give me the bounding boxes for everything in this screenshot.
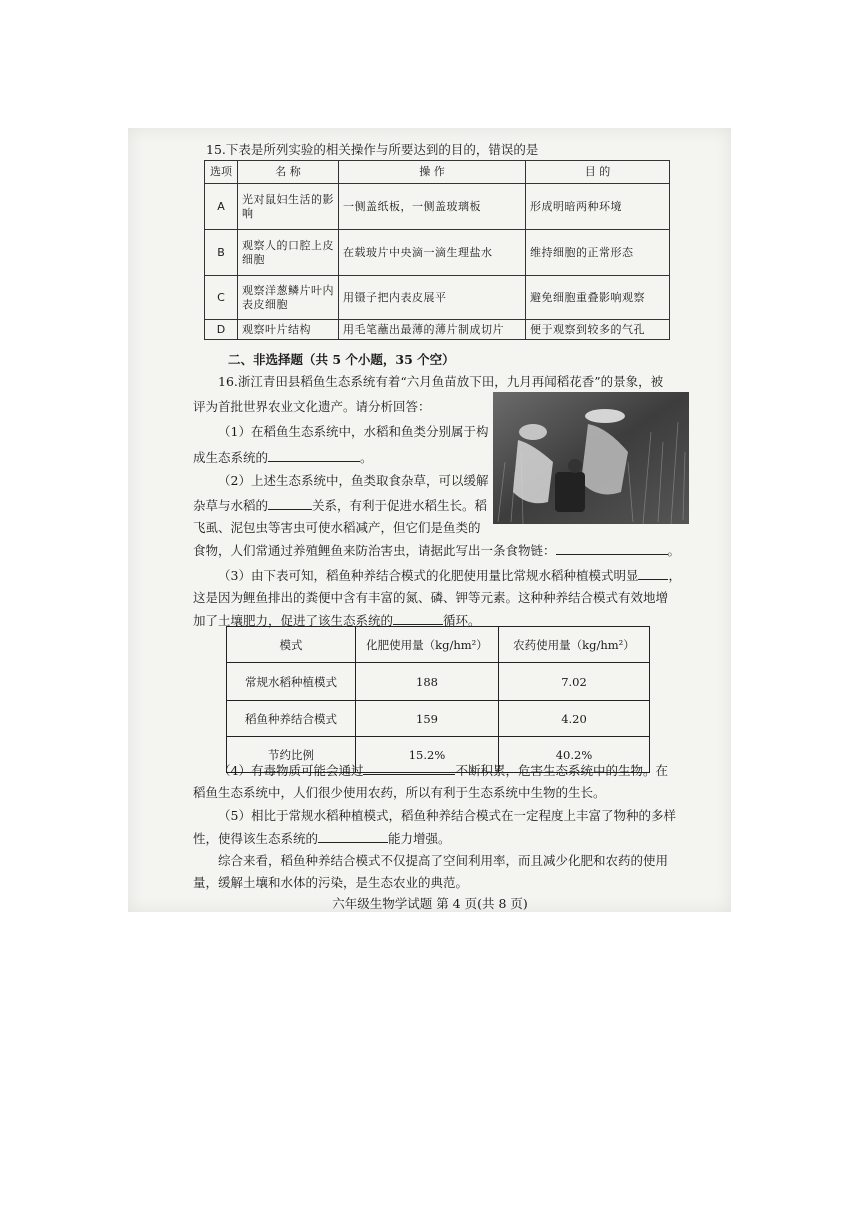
- q16-part2-line2: [193, 497, 487, 514]
- q15-option: D: [205, 320, 238, 340]
- q16-part5-line1: （5）相比于常规水稻种植模式，稻鱼种养结合模式在一定程度上丰富了物种的多样: [218, 808, 676, 823]
- q16-summary-line1: 综合来看，稻鱼种养结合模式不仅提高了空间利用率，而且减少化肥和农药的使用: [218, 853, 669, 868]
- q15-row-a: [205, 184, 670, 230]
- q16-intro-line1: 16.浙江青田县稻鱼生态系统有着“六月鱼苗放下田，九月再闻稻花香”的景象，被: [218, 374, 664, 389]
- answer-blank[interactable]: [638, 567, 668, 580]
- q15-header-operation: 操 作: [339, 161, 526, 184]
- q15-row-b: [205, 230, 670, 276]
- q15-option: C: [205, 276, 238, 320]
- q15-header-row: [205, 161, 670, 184]
- mode-cell: 节约比例: [227, 737, 356, 773]
- q15-option: B: [205, 230, 238, 276]
- q16-part4-line1: [218, 762, 668, 779]
- q15-name: 观察人的口腔上皮细胞: [238, 230, 339, 276]
- mode-cell: 稻鱼种养结合模式: [227, 701, 356, 737]
- period: 。: [360, 450, 373, 465]
- table-row: [227, 663, 650, 701]
- q16-part4-text-b: 不断积累，危害生态系统中的生物。在: [455, 763, 668, 778]
- q15-table: [204, 160, 670, 340]
- q15-goal: 便于观察到较多的气孔: [526, 320, 670, 340]
- header-pesticide: 农药使用量（kg/hm²）: [499, 627, 650, 663]
- answer-blank[interactable]: [268, 497, 312, 510]
- fertilizer-cell: 188: [356, 663, 499, 701]
- q15-row-c: [205, 276, 670, 320]
- fertilizer-cell: 159: [356, 701, 499, 737]
- q15-row-d: [205, 320, 670, 340]
- q16-part3-text-c: 循环。: [443, 613, 481, 628]
- q15-operation: 用镊子把内表皮展平: [339, 276, 526, 320]
- q16-part2-text-b: 关系，有利于促进水稻生长。稻: [312, 498, 488, 513]
- fertilizer-pesticide-table: [226, 626, 650, 773]
- pesticide-cell: 4.20: [499, 701, 650, 737]
- q15-operation: 一侧盖纸板，一侧盖玻璃板: [339, 184, 526, 230]
- q16-intro-line2: 评为首批世界农业文化遗产。请分析回答：: [193, 399, 431, 414]
- page-footer: 六年级生物学试题 第 4 页(共 8 页): [332, 896, 528, 911]
- pesticide-cell: 7.02: [499, 663, 650, 701]
- q16-part5-text-a: 性，使得该生态系统的: [193, 831, 319, 846]
- q15-goal: 维持细胞的正常形态: [526, 230, 670, 276]
- answer-blank[interactable]: [556, 542, 668, 555]
- q16-part2-text-c: 食物，人们常通过养殖鲤鱼来防治害虫，请据此写出一条食物链：: [193, 543, 556, 558]
- pesticide-cell: 40.2%: [499, 737, 650, 773]
- q16-part5-text-b: 能力增强。: [388, 831, 451, 846]
- q16-part1-line1: （1）在稻鱼生态系统中，水稻和鱼类分别属于构: [218, 424, 489, 439]
- q15-option: A: [205, 184, 238, 230]
- table-header-row: [227, 627, 650, 663]
- q15-goal: 避免细胞重叠影响观察: [526, 276, 670, 320]
- q16-part3-text-a: （3）由下表可知，稻鱼种养结合模式的化肥使用量比常规水稻种植模式明显: [218, 568, 639, 583]
- q16-part3-line1: [218, 567, 681, 584]
- fertilizer-cell: 15.2%: [356, 737, 499, 773]
- q15-name: 观察叶片结构: [238, 320, 339, 340]
- q15-header-name: 名 称: [238, 161, 339, 184]
- q16-part3-text-b: 加了土壤肥力，促进了该生态系统的: [193, 613, 394, 628]
- q15-header-option: 选项: [205, 161, 238, 184]
- q16-part2-line4: [193, 542, 680, 559]
- q16-part2-text-a: 杂草与水稻的: [193, 498, 269, 513]
- q16-part1-line2: [193, 449, 373, 466]
- q15-operation: 用毛笔蘸出最薄的薄片制成切片: [339, 320, 526, 340]
- answer-blank[interactable]: [393, 612, 443, 625]
- period: 。: [667, 543, 681, 558]
- q16-summary-line2: 量，缓解土壤和水体的污染，是生态农业的典范。: [193, 875, 469, 890]
- q16-part4-line2: 稻鱼生态系统中，人们很少使用农药，所以有利于生态系统中生物的生长。: [193, 785, 606, 800]
- comma: ，: [668, 568, 681, 583]
- rice-fish-photo: [493, 392, 689, 524]
- q15-stem: 15.下表是所列实验的相关操作与所要达到的目的，错误的是: [206, 142, 539, 157]
- q16-part4-text-a: （4）有毒物质可能会通过: [218, 763, 364, 778]
- answer-blank[interactable]: [268, 449, 360, 462]
- q15-header-goal: 目 的: [526, 161, 670, 184]
- header-fertilizer: 化肥使用量（kg/hm²）: [356, 627, 499, 663]
- q15-name: 观察洋葱鳞片叶内表皮细胞: [238, 276, 339, 320]
- table-row: [227, 701, 650, 737]
- q15-operation: 在载玻片中央滴一滴生理盐水: [339, 230, 526, 276]
- q15-name: 光对鼠妇生活的影响: [238, 184, 339, 230]
- answer-blank[interactable]: [318, 830, 388, 843]
- q16-part3-line2: 这是因为鲤鱼排出的粪便中含有丰富的氮、磷、钾等元素。这种种养结合模式有效地增: [193, 590, 669, 605]
- mode-cell: 常规水稻种植模式: [227, 663, 356, 701]
- answer-blank[interactable]: [363, 762, 455, 775]
- header-mode: 模式: [227, 627, 356, 663]
- q16-part1-text: 成生态系统的: [193, 450, 269, 465]
- q16-part5-line2: [193, 830, 451, 847]
- q16-part2-line3: 飞虱、泥包虫等害虫可使水稻减产，但它们是鱼类的: [193, 520, 481, 535]
- q16-part2-line1: （2）上述生态系统中，鱼类取食杂草，可以缓解: [218, 473, 489, 488]
- q15-goal: 形成明暗两种环境: [526, 184, 670, 230]
- section-heading: 二、非选择题（共 5 个小题，35 个空）: [228, 352, 455, 367]
